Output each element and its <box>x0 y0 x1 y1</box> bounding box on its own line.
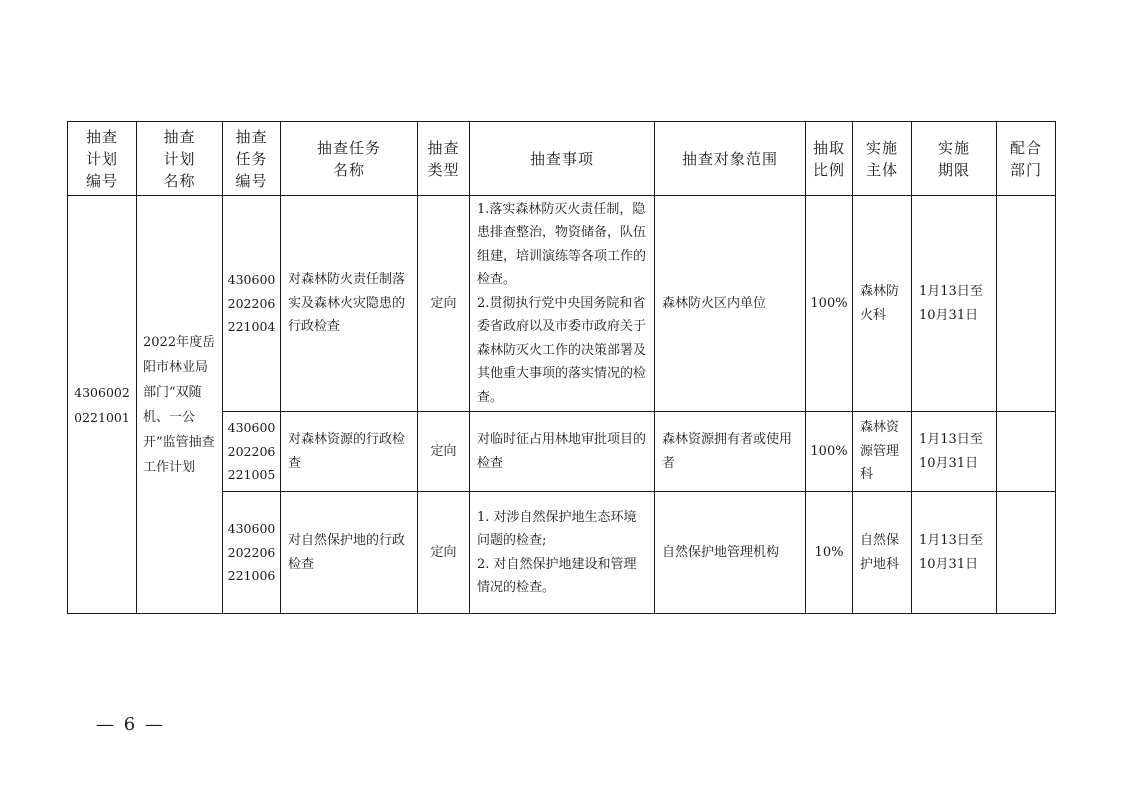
plan-code-cell: 4306002 0221001 <box>68 196 137 614</box>
items-cell: 1.落实森林防灭火责任制，隐患排查整治，物资储备，队伍组建，培训演练等各项工作的检查。 2.贯彻执行党中央国务院和省委省政府以及市委市政府关于森林防灭火工作的决策部署及其他重大事项的落实情况的检查。 <box>470 196 655 412</box>
executor-cell: 森林防火科 <box>853 196 912 412</box>
plan-name-cell: 2022年度岳阳市林业局部门“双随机、一公开”监管抽查工作计划 <box>137 196 223 614</box>
scope-cell: 森林资源拥有者或使用者 <box>655 412 806 492</box>
coop-cell <box>997 412 1056 492</box>
header-items: 抽查事项 <box>470 122 655 196</box>
table-row <box>68 196 1056 412</box>
coop-cell <box>997 196 1056 412</box>
task-name-cell: 对森林资源的行政检查 <box>281 412 418 492</box>
ratio-cell: 10% <box>806 492 853 614</box>
header-period: 实施 期限 <box>912 122 997 196</box>
header-plan-code: 抽查 计划 编号 <box>68 122 137 196</box>
header-executor: 实施 主体 <box>853 122 912 196</box>
inspection-plan-table <box>67 121 1056 614</box>
task-code-cell: 430600 202206 221004 <box>223 196 281 412</box>
executor-cell: 森林资源管理科 <box>853 412 912 492</box>
header-plan-name: 抽查 计划 名称 <box>137 122 223 196</box>
task-code-cell: 430600 202206 221005 <box>223 412 281 492</box>
page-number: — 6 — <box>96 714 165 735</box>
period-cell: 1月13日至10月31日 <box>912 412 997 492</box>
items-cell: 1. 对涉自然保护地生态环境问题的检查; 2. 对自然保护地建设和管理情况的检查。 <box>470 492 655 614</box>
scope-cell: 森林防火区内单位 <box>655 196 806 412</box>
period-cell: 1月13日至10月31日 <box>912 492 997 614</box>
type-cell: 定向 <box>418 492 470 614</box>
header-task-code: 抽查 任务 编号 <box>223 122 281 196</box>
header-coop: 配合 部门 <box>997 122 1056 196</box>
header-type: 抽查 类型 <box>418 122 470 196</box>
items-cell: 对临时征占用林地审批项目的检查 <box>470 412 655 492</box>
header-row <box>68 122 1056 196</box>
task-code-cell: 430600 202206 221006 <box>223 492 281 614</box>
ratio-cell: 100% <box>806 196 853 412</box>
period-cell: 1月13日至10月31日 <box>912 196 997 412</box>
coop-cell <box>997 492 1056 614</box>
scope-cell: 自然保护地管理机构 <box>655 492 806 614</box>
task-name-cell: 对自然保护地的行政检查 <box>281 492 418 614</box>
header-scope: 抽查对象范围 <box>655 122 806 196</box>
type-cell: 定向 <box>418 412 470 492</box>
type-cell: 定向 <box>418 196 470 412</box>
header-ratio: 抽取 比例 <box>806 122 853 196</box>
task-name-cell: 对森林防火责任制落实及森林火灾隐患的行政检查 <box>281 196 418 412</box>
ratio-cell: 100% <box>806 412 853 492</box>
header-task-name: 抽查任务 名称 <box>281 122 418 196</box>
executor-cell: 自然保护地科 <box>853 492 912 614</box>
